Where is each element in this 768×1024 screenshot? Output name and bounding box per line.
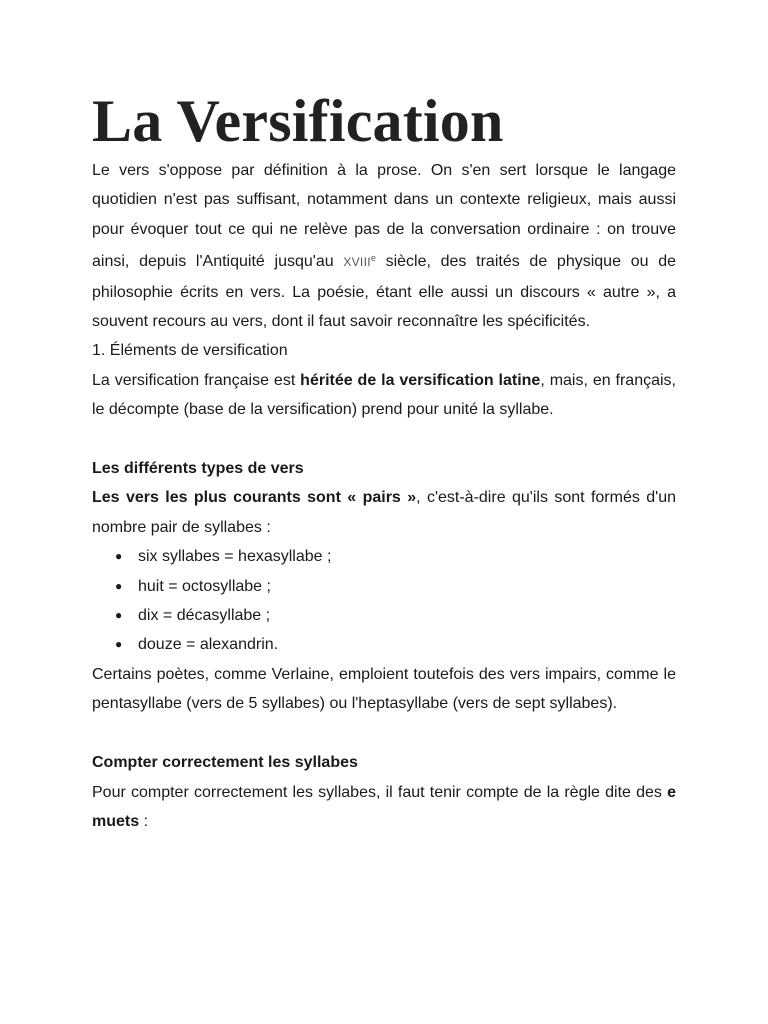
list-item: [92, 572, 676, 601]
bullet-icon: ●: [115, 578, 123, 593]
section-heading-elements: 1. Éléments de versification: [92, 342, 288, 360]
blank-line: [92, 719, 676, 748]
bullet-icon: ●: [115, 637, 123, 652]
century-numeral: XVIII: [343, 255, 371, 270]
section-heading-types: Les différents types de vers: [92, 460, 304, 478]
count-text-after: :: [139, 812, 149, 830]
latin-heritage-paragraph: [92, 366, 676, 425]
latin-text-after: , mais, en français, le décompte (base de la versification) prend pour unité la syllabe.: [92, 371, 677, 419]
bullet-icon: ●: [115, 549, 123, 564]
pairs-text-rest: , c'est-à-dire qu'ils sont formés d'un nombre pair de syllabes :: [92, 489, 676, 536]
latin-text-before: La versification française est: [92, 371, 301, 389]
verse-types-list: [92, 542, 676, 660]
intro-text-part2: siècle, des traités de physique ou de philosophie écrits en vers. La poésie, étant elle aussi un discours « autre », a souvent recours au vers, dont il faut savoir reconnaître les spécificités.: [92, 253, 676, 331]
list-item-text: huit = octosyllabe ;: [138, 577, 271, 595]
count-text-before: Pour compter correctement les syllabes, il faut tenir compte de la règle dite des: [92, 783, 668, 801]
document-page: [92, 88, 676, 836]
section-heading-count: Compter correctement les syllabes: [92, 754, 358, 772]
list-item: [92, 630, 676, 659]
impairs-paragraph: Certains poètes, comme Verlaine, emploient toutefois des vers impairs, comme le pentasyllabe (vers de 5 syllabes) ou l'heptasyllabe (vers de sept syllabes).: [92, 665, 676, 713]
list-item: [92, 542, 676, 571]
list-item-text: douze = alexandrin.: [138, 636, 279, 654]
count-text-bold: e muets: [92, 783, 676, 830]
century-superscript: e: [370, 253, 376, 264]
page-title: La Versification: [92, 88, 504, 154]
list-item: [92, 601, 676, 630]
list-item-text: six syllabes = hexasyllabe ;: [138, 548, 332, 566]
bullet-icon: ●: [115, 608, 123, 623]
pairs-paragraph: [92, 483, 676, 542]
intro-text-part1: Le vers s'oppose par définition à la prose. On s'en sert lorsque le langage quotidien n'est pas suffisant, notamment dans un contexte religieux, mais aussi pour évoquer tout ce qui ne relève pas de la conversation ordinaire : on trouve ainsi, depuis l'Antiquité jusqu'au: [92, 162, 676, 271]
count-paragraph: [92, 778, 676, 837]
list-item-text: dix = décasyllabe ;: [138, 607, 271, 625]
pairs-text-bold: Les vers les plus courants sont « pairs »: [92, 489, 417, 507]
blank-line: [92, 425, 676, 454]
latin-text-bold: héritée de la versification latine: [300, 371, 541, 389]
intro-paragraph: [92, 156, 676, 336]
